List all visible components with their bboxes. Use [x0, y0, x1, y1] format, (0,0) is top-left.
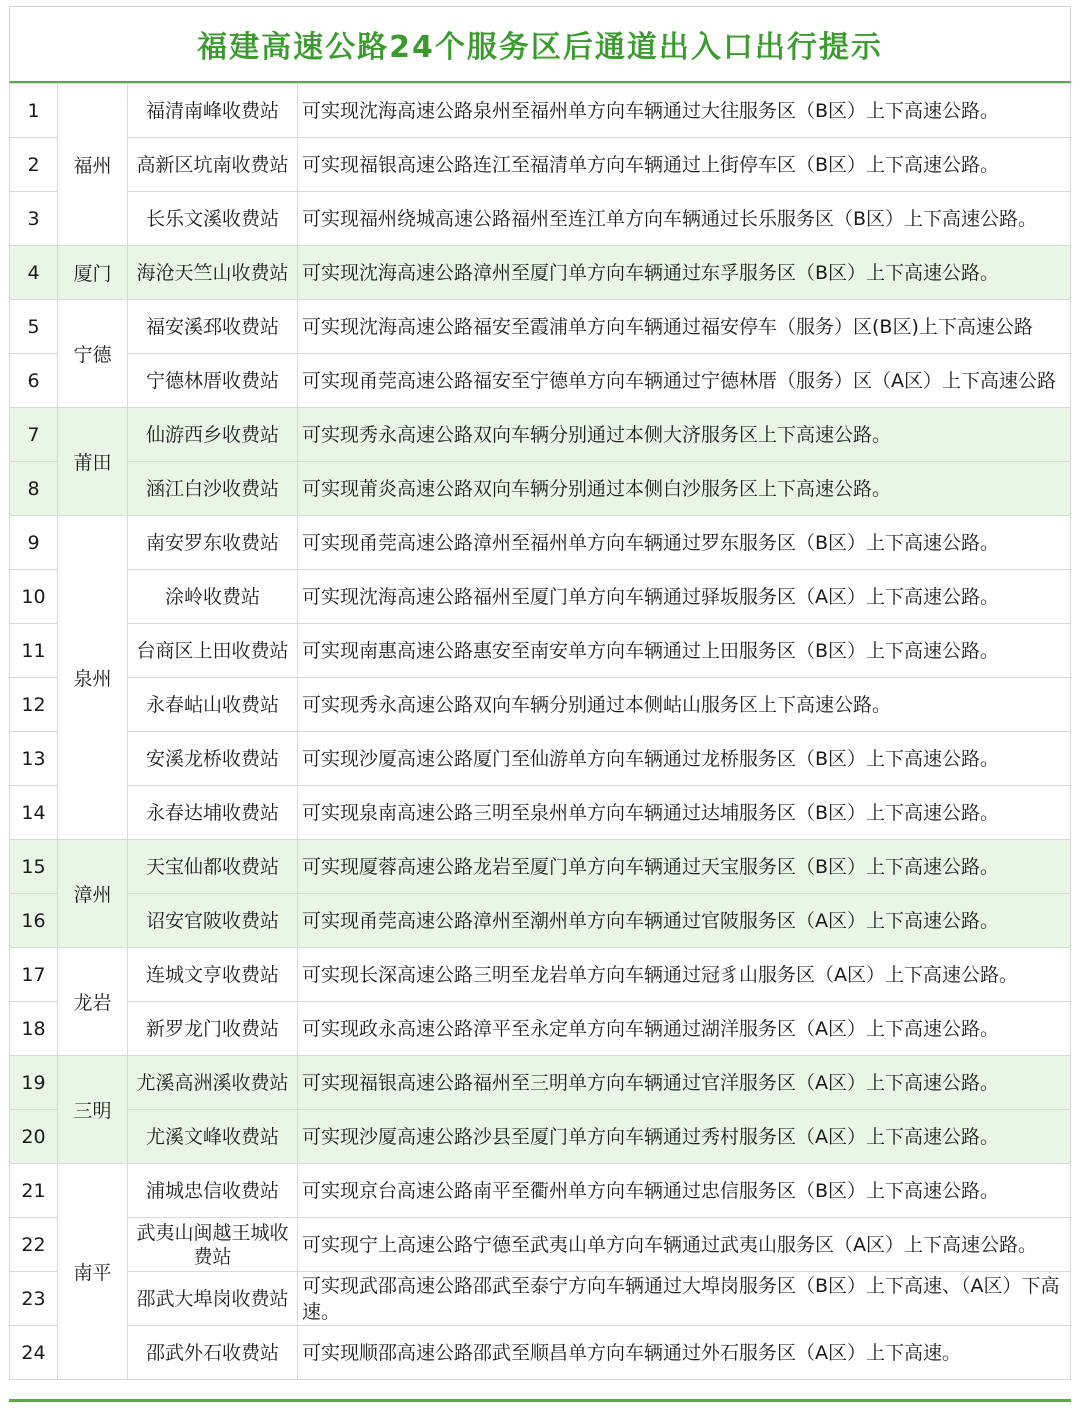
table-row: [10, 1164, 1071, 1218]
description-cell: 可实现沈海高速公路泉州至福州单方向车辆通过大往服务区（B区）上下高速公路。: [298, 84, 1071, 138]
table-row: [10, 1272, 1071, 1326]
table-row: [10, 840, 1071, 894]
city-cell: 莆田: [58, 408, 128, 516]
description-cell: 可实现福银高速公路连江至福清单方向车辆通过上街停车区（B区）上下高速公路。: [298, 138, 1071, 192]
row-number: 21: [10, 1164, 58, 1218]
row-number: 10: [10, 570, 58, 624]
row-number: 9: [10, 516, 58, 570]
row-number: 8: [10, 462, 58, 516]
table-row: [10, 192, 1071, 246]
toll-station-cell: 长乐文溪收费站: [128, 192, 298, 246]
toll-station-cell: 新罗龙门收费站: [128, 1002, 298, 1056]
table-row: [10, 354, 1071, 408]
table-row: [10, 678, 1071, 732]
toll-station-cell: 海沧天竺山收费站: [128, 246, 298, 300]
row-number: 6: [10, 354, 58, 408]
description-cell: 可实现沈海高速公路福安至霞浦单方向车辆通过福安停车（服务）区(B区)上下高速公路: [298, 300, 1071, 354]
toll-station-cell: 宁德林厝收费站: [128, 354, 298, 408]
page-title: 福建高速公路24个服务区后通道出入口出行提示: [9, 6, 1071, 83]
description-cell: 可实现南惠高速公路惠安至南安单方向车辆通过上田服务区（B区）上下高速公路。: [298, 624, 1071, 678]
table-row: [10, 84, 1071, 138]
row-number: 3: [10, 192, 58, 246]
description-cell: 可实现福州绕城高速公路福州至连江单方向车辆通过长乐服务区（B区）上下高速公路。: [298, 192, 1071, 246]
notice-frame: [9, 6, 1071, 1402]
row-number: 2: [10, 138, 58, 192]
row-number: 11: [10, 624, 58, 678]
table-row: [10, 246, 1071, 300]
row-number: 4: [10, 246, 58, 300]
table-row: [10, 732, 1071, 786]
description-cell: 可实现甬莞高速公路漳州至潮州单方向车辆通过官陂服务区（A区）上下高速公路。: [298, 894, 1071, 948]
description-cell: 可实现武邵高速公路邵武至泰宁方向车辆通过大埠岗服务区（B区）上下高速、（A区）下高速。: [298, 1272, 1071, 1326]
city-cell: 南平: [58, 1164, 128, 1380]
row-number: 16: [10, 894, 58, 948]
table-row: [10, 1218, 1071, 1272]
toll-station-cell: 邵武外石收费站: [128, 1326, 298, 1380]
row-number: 13: [10, 732, 58, 786]
description-cell: 可实现秀永高速公路双向车辆分别通过本侧岵山服务区上下高速公路。: [298, 678, 1071, 732]
toll-station-cell: 邵武大埠岗收费站: [128, 1272, 298, 1326]
city-cell: 福州: [58, 84, 128, 246]
row-number: 7: [10, 408, 58, 462]
toll-station-cell: 浦城忠信收费站: [128, 1164, 298, 1218]
row-number: 23: [10, 1272, 58, 1326]
description-cell: 可实现厦蓉高速公路龙岩至厦门单方向车辆通过天宝服务区（B区）上下高速公路。: [298, 840, 1071, 894]
row-number: 14: [10, 786, 58, 840]
toll-station-cell: 永春岵山收费站: [128, 678, 298, 732]
description-cell: 可实现莆炎高速公路双向车辆分别通过本侧白沙服务区上下高速公路。: [298, 462, 1071, 516]
toll-station-cell: 涵江白沙收费站: [128, 462, 298, 516]
toll-station-cell: 南安罗东收费站: [128, 516, 298, 570]
city-cell: 泉州: [58, 516, 128, 840]
row-number: 22: [10, 1218, 58, 1272]
toll-station-cell: 福安溪邳收费站: [128, 300, 298, 354]
toll-station-cell: 永春达埔收费站: [128, 786, 298, 840]
table-row: [10, 894, 1071, 948]
toll-station-cell: 安溪龙桥收费站: [128, 732, 298, 786]
toll-station-cell: 福清南峰收费站: [128, 84, 298, 138]
description-cell: 可实现甬莞高速公路福安至宁德单方向车辆通过宁德林厝（服务）区（A区）上下高速公路: [298, 354, 1071, 408]
table-row: [10, 1110, 1071, 1164]
row-number: 17: [10, 948, 58, 1002]
toll-station-cell: 涂岭收费站: [128, 570, 298, 624]
row-number: 12: [10, 678, 58, 732]
bottom-divider: [9, 1399, 1071, 1402]
table-row: [10, 516, 1071, 570]
description-cell: 可实现顺邵高速公路邵武至顺昌单方向车辆通过外石服务区（A区）上下高速。: [298, 1326, 1071, 1380]
city-cell: 厦门: [58, 246, 128, 300]
description-cell: 可实现长深高速公路三明至龙岩单方向车辆通过冠豸山服务区（A区）上下高速公路。: [298, 948, 1071, 1002]
description-cell: 可实现沈海高速公路漳州至厦门单方向车辆通过东孚服务区（B区）上下高速公路。: [298, 246, 1071, 300]
table-row: [10, 570, 1071, 624]
row-number: 15: [10, 840, 58, 894]
toll-station-cell: 仙游西乡收费站: [128, 408, 298, 462]
table-row: [10, 786, 1071, 840]
row-number: 19: [10, 1056, 58, 1110]
table-body: [10, 84, 1071, 1380]
table-row: [10, 948, 1071, 1002]
table-row: [10, 462, 1071, 516]
toll-station-cell: 武夷山闽越王城收费站: [128, 1218, 298, 1272]
description-cell: 可实现沈海高速公路福州至厦门单方向车辆通过驿坂服务区（A区）上下高速公路。: [298, 570, 1071, 624]
table-row: [10, 408, 1071, 462]
table-row: [10, 1002, 1071, 1056]
toll-station-cell: 连城文亨收费站: [128, 948, 298, 1002]
city-cell: 宁德: [58, 300, 128, 408]
description-cell: 可实现京台高速公路南平至衢州单方向车辆通过忠信服务区（B区）上下高速公路。: [298, 1164, 1071, 1218]
row-number: 1: [10, 84, 58, 138]
row-number: 24: [10, 1326, 58, 1380]
toll-station-cell: 尤溪文峰收费站: [128, 1110, 298, 1164]
description-cell: 可实现福银高速公路福州至三明单方向车辆通过官洋服务区（A区）上下高速公路。: [298, 1056, 1071, 1110]
city-cell: 三明: [58, 1056, 128, 1164]
city-cell: 龙岩: [58, 948, 128, 1056]
table-row: [10, 624, 1071, 678]
toll-station-cell: 天宝仙都收费站: [128, 840, 298, 894]
description-cell: 可实现沙厦高速公路厦门至仙游单方向车辆通过龙桥服务区（B区）上下高速公路。: [298, 732, 1071, 786]
row-number: 18: [10, 1002, 58, 1056]
description-cell: 可实现沙厦高速公路沙县至厦门单方向车辆通过秀村服务区（A区）上下高速公路。: [298, 1110, 1071, 1164]
table-row: [10, 138, 1071, 192]
row-number: 5: [10, 300, 58, 354]
city-cell: 漳州: [58, 840, 128, 948]
description-cell: 可实现政永高速公路漳平至永定单方向车辆通过湖洋服务区（A区）上下高速公路。: [298, 1002, 1071, 1056]
toll-station-cell: 诏安官陂收费站: [128, 894, 298, 948]
table-row: [10, 300, 1071, 354]
row-number: 20: [10, 1110, 58, 1164]
description-cell: 可实现泉南高速公路三明至泉州单方向车辆通过达埔服务区（B区）上下高速公路。: [298, 786, 1071, 840]
toll-station-cell: 高新区坑南收费站: [128, 138, 298, 192]
toll-station-cell: 台商区上田收费站: [128, 624, 298, 678]
description-cell: 可实现宁上高速公路宁德至武夷山单方向车辆通过武夷山服务区（A区）上下高速公路。: [298, 1218, 1071, 1272]
table-row: [10, 1326, 1071, 1380]
description-cell: 可实现甬莞高速公路漳州至福州单方向车辆通过罗东服务区（B区）上下高速公路。: [298, 516, 1071, 570]
table-row: [10, 1056, 1071, 1110]
description-cell: 可实现秀永高速公路双向车辆分别通过本侧大济服务区上下高速公路。: [298, 408, 1071, 462]
toll-station-cell: 尤溪高洲溪收费站: [128, 1056, 298, 1110]
service-area-table: [9, 83, 1071, 1380]
